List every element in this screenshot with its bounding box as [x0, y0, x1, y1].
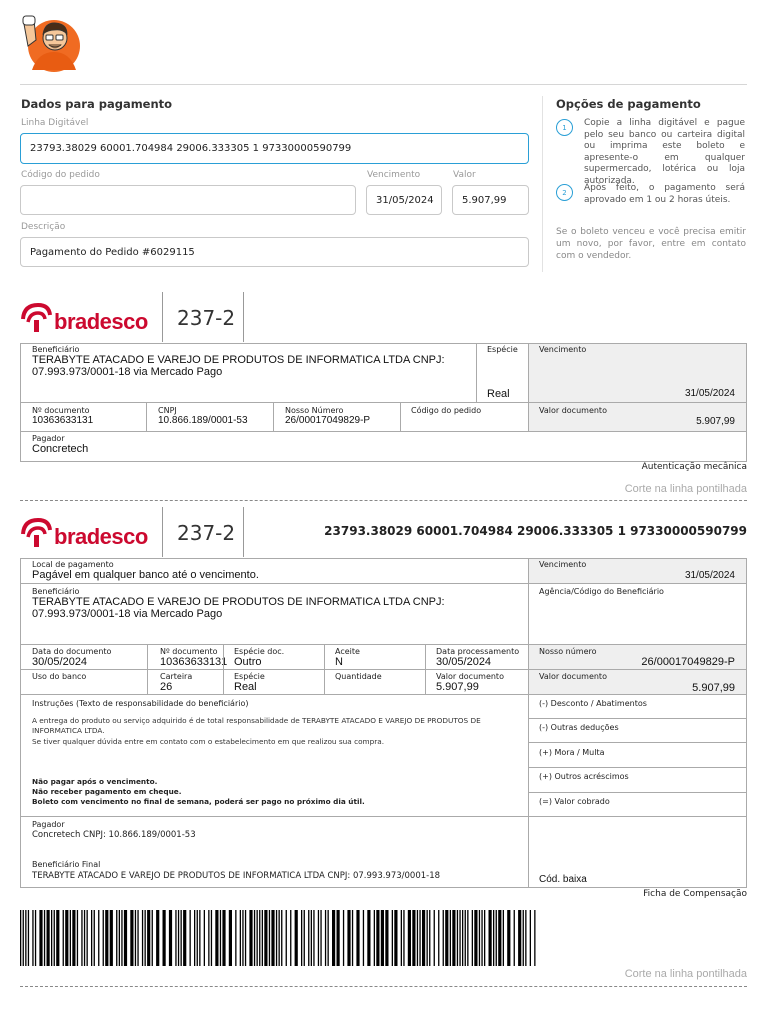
ficha-ndoc-cell	[147, 644, 228, 670]
ficha-agencia-cell	[528, 583, 747, 645]
recibo-nosso-numero-cell	[273, 402, 401, 432]
autenticacao-mecanica: Autenticação mecânica	[641, 462, 747, 472]
linha-digitavel-value: 23793.38029 60001.704984 29006.333305 1 97330000590799	[30, 143, 352, 154]
ficha-mora-label: (+) Mora / Multa	[539, 748, 605, 757]
ficha-instrucoes-text-2: Se tiver qualquer dúvida entre em contato com o estabelecimento em que realizou sua compra.	[32, 737, 385, 746]
ficha-nosso-numero-label: Nosso número	[539, 647, 597, 656]
recibo-valor-doc-value: 5.907,99	[696, 416, 735, 427]
recibo-ndoc-value: 10363633131	[32, 415, 94, 426]
ficha-pagador-cell	[20, 816, 529, 888]
ficha-especie-doc-label: Espécie doc.	[234, 647, 285, 656]
section-title-pagamento: Dados para pagamento	[21, 97, 173, 111]
step-2-badge: 2	[556, 184, 573, 201]
recibo-beneficiario-label: Beneficiário	[32, 345, 80, 354]
note-text: Se o boleto venceu e você precisa emitir um novo, por favor, entre em contato com o vendedor.	[556, 227, 746, 261]
bank-code-2: 237-2	[177, 521, 236, 545]
recibo-especie-label: Espécie	[487, 345, 518, 354]
ficha-data-processamento-label: Data processamento	[436, 647, 520, 656]
ficha-nosso-numero-value: 26/00017049829-P	[641, 656, 735, 668]
ficha-cod-baixa-label: Cód. baixa	[539, 874, 587, 885]
ficha-carteira-cell	[147, 669, 224, 695]
ficha-aceite-value: N	[335, 656, 343, 668]
bradesco-tree-icon	[20, 302, 52, 334]
ficha-cod-baixa-cell	[528, 816, 747, 888]
ficha-valor-cobrado-cell	[528, 792, 747, 817]
cut-line-2	[20, 986, 747, 987]
valor-field[interactable]	[452, 185, 529, 215]
codigo-pedido-label: Código do pedido	[21, 170, 100, 180]
recibo-vencimento-cell	[528, 343, 747, 403]
recibo-especie-value: Real	[487, 388, 510, 400]
ficha-data-doc-label: Data do documento	[32, 647, 112, 656]
ficha-aceite-label: Aceite	[335, 647, 360, 656]
vencimento-field[interactable]	[366, 185, 442, 215]
recibo-pagador-value: Concretech	[32, 443, 89, 455]
bank-code-left-rule-2	[162, 507, 163, 557]
barcode-graphic	[20, 910, 536, 966]
ficha-mora-cell	[528, 742, 747, 768]
ficha-data-processamento-value: 30/05/2024	[436, 656, 492, 668]
step-1-text: Copie a linha digitável e pague pelo seu banco ou carteira digital ou imprima este boleto e apresente-o em qualquer supermercado, lotérica ou loja autorizada.	[584, 118, 745, 186]
recibo-pagador-cell	[20, 431, 747, 462]
vencimento-value: 31/05/2024	[376, 194, 434, 206]
ficha-outros-acrescimos-label: (+) Outros acréscimos	[539, 772, 629, 781]
ficha-vencimento-value: 31/05/2024	[684, 570, 735, 581]
bradesco-tree-icon-2	[20, 517, 52, 549]
recibo-especie-cell	[476, 343, 529, 403]
recibo-cnpj-value: 10.866.189/0001-53	[158, 415, 248, 426]
codigo-pedido-field[interactable]	[20, 185, 356, 215]
recibo-nosso-numero-value: 26/00017049829-P	[285, 415, 371, 426]
ficha-ndoc-value: 10363633131	[160, 656, 228, 668]
ficha-desconto-cell	[528, 694, 747, 719]
ficha-data-doc-cell	[20, 644, 148, 670]
ficha-uso-banco-cell	[20, 669, 148, 695]
step-2-text: Após feito, o pagamento será aprovado em 1 ou 2 horas úteis.	[584, 183, 745, 205]
ficha-valor-cobrado-label: (=) Valor cobrado	[539, 797, 610, 806]
ficha-uso-banco-label: Uso do banco	[32, 672, 87, 681]
ficha-data-doc-value: 30/05/2024	[32, 656, 88, 668]
ficha-valor-doc-label: Valor documento	[436, 672, 504, 681]
ficha-vencimento-label: Vencimento	[539, 560, 587, 569]
bradesco-logo	[20, 302, 155, 334]
barcode	[20, 910, 536, 966]
ficha-outros-acrescimos-cell	[528, 767, 747, 793]
corte-label-1: Corte na linha pontilhada	[624, 483, 747, 495]
bank-code-right-rule-2	[243, 507, 244, 557]
ficha-beneficiario-label: Beneficiário	[32, 587, 80, 596]
ficha-local-cell	[20, 558, 529, 584]
recibo-vencimento-label: Vencimento	[539, 345, 587, 354]
ficha-especie-cell	[223, 669, 325, 695]
ficha-pagador-value: Concretech CNPJ: 10.866.189/0001-53	[32, 830, 196, 840]
ficha-beneficiario-cell	[20, 583, 529, 645]
ficha-especie-label: Espécie	[234, 672, 265, 681]
step-1-badge: 1	[556, 119, 573, 136]
ficha-instrucoes-label: Instruções (Texto de responsabilidade do beneficiário)	[32, 699, 249, 708]
descricao-value: Pagamento do Pedido #6029115	[30, 246, 195, 258]
recibo-valor-doc-cell	[528, 402, 747, 432]
ficha-carteira-label: Carteira	[160, 672, 193, 681]
ficha-instrucoes-bold-1: Não pagar após o vencimento.	[32, 777, 158, 786]
descricao-label: Descrição	[21, 222, 66, 232]
ficha-nosso-numero-cell	[528, 644, 747, 670]
valor-label: Valor	[453, 170, 476, 180]
linha-digitavel-field[interactable]	[20, 133, 529, 164]
ficha-agencia-label: Agência/Código do Beneficiário	[539, 587, 664, 596]
vencimento-label: Vencimento	[367, 170, 421, 180]
ficha-beneficiario-value: TERABYTE ATACADO E VAREJO DE PRODUTOS DE INFORMATICA LTDA CNPJ: 07.993.973/0001-18 via Mercado Pago	[32, 596, 445, 620]
ficha-especie-doc-value: Outro	[234, 656, 262, 668]
ficha-pagador-label: Pagador	[32, 820, 65, 829]
recibo-beneficiario-value: TERABYTE ATACADO E VAREJO DE PRODUTOS DE INFORMATICA LTDA CNPJ: 07.993.973/0001-18 via Mercado Pago	[32, 354, 445, 378]
ficha-valor-doc-cell	[425, 669, 529, 695]
ficha-desconto-label: (-) Desconto / Abatimentos	[539, 699, 647, 708]
linha-digitavel-label: Linha Digitável	[21, 118, 89, 128]
ficha-local-value: Pagável em qualquer banco até o vencimento.	[32, 569, 259, 581]
ficha-instrucoes-bold-2: Não receber pagamento em cheque.	[32, 787, 182, 796]
recibo-vencimento-value: 31/05/2024	[684, 388, 735, 399]
ficha-outras-deducoes-label: (-) Outras deduções	[539, 723, 619, 732]
ficha-data-processamento-cell	[425, 644, 529, 670]
recibo-ndoc-cell	[20, 402, 147, 432]
vertical-divider	[542, 96, 543, 272]
ficha-vencimento-cell	[528, 558, 747, 584]
recibo-beneficiario-cell	[20, 343, 477, 403]
descricao-field[interactable]	[20, 237, 529, 267]
valor-value: 5.907,99	[462, 194, 507, 206]
recibo-pagador-label: Pagador	[32, 434, 65, 443]
bradesco-logo-2	[20, 517, 155, 549]
bank-code: 237-2	[177, 306, 236, 330]
ficha-compensacao-label: Ficha de Compensação	[643, 889, 747, 899]
ficha-instrucoes-cell	[20, 694, 529, 817]
mascot-avatar-icon	[18, 10, 86, 74]
ficha-especie-value: Real	[234, 681, 257, 693]
ficha-valor-doc-2-value: 5.907,99	[692, 682, 735, 694]
ficha-quantidade-cell	[324, 669, 426, 695]
recibo-ndoc-label: Nº documento	[32, 406, 90, 415]
ficha-linha-digitavel: 23793.38029 60001.704984 29006.333305 1 97330000590799	[324, 524, 747, 538]
bradesco-wordmark-2: bradesco	[54, 524, 148, 549]
ficha-carteira-value: 26	[160, 681, 173, 693]
corte-label-2: Corte na linha pontilhada	[624, 968, 747, 980]
ficha-instrucoes-bold-3: Boleto com vencimento no final de semana, poderá ser pago no próximo dia útil.	[32, 797, 365, 806]
recibo-valor-doc-label: Valor documento	[539, 406, 607, 415]
ficha-outras-deducoes-cell	[528, 718, 747, 743]
ficha-valor-doc-value: 5.907,99	[436, 681, 479, 693]
ficha-local-label: Local de pagamento	[32, 560, 114, 569]
recibo-cnpj-cell	[146, 402, 274, 432]
ficha-beneficiario-final-value: TERABYTE ATACADO E VAREJO DE PRODUTOS DE INFORMATICA LTDA CNPJ: 07.993.973/0001-18	[32, 871, 441, 881]
ficha-beneficiario-final-label: Beneficiário Final	[32, 860, 101, 869]
cut-line-1	[20, 500, 747, 501]
recibo-nosso-numero-label: Nosso Número	[285, 406, 344, 415]
recibo-codigo-pedido-label: Código do pedido	[411, 406, 482, 415]
header-divider	[20, 84, 747, 85]
ficha-quantidade-label: Quantidade	[335, 672, 382, 681]
ficha-ndoc-label: Nº documento	[160, 647, 218, 656]
bank-code-left-rule	[162, 292, 163, 342]
ficha-especie-doc-cell	[223, 644, 325, 670]
recibo-cnpj-label: CNPJ	[158, 406, 177, 415]
recibo-codigo-pedido-cell	[400, 402, 529, 432]
ficha-aceite-cell	[324, 644, 426, 670]
section-title-opcoes: Opções de pagamento	[556, 97, 701, 111]
ficha-valor-doc-2-label: Valor documento	[539, 672, 607, 681]
bank-code-right-rule	[243, 292, 244, 342]
ficha-instrucoes-text-1: A entrega do produto ou serviço adquirido é de total responsabilidade de TERABYTE ATACADO E VAREJO DE PRODUTOS DE INFORMATICA LTDA.	[32, 716, 481, 735]
bradesco-wordmark: bradesco	[54, 309, 148, 334]
ficha-valor-doc-2-cell	[528, 669, 747, 695]
